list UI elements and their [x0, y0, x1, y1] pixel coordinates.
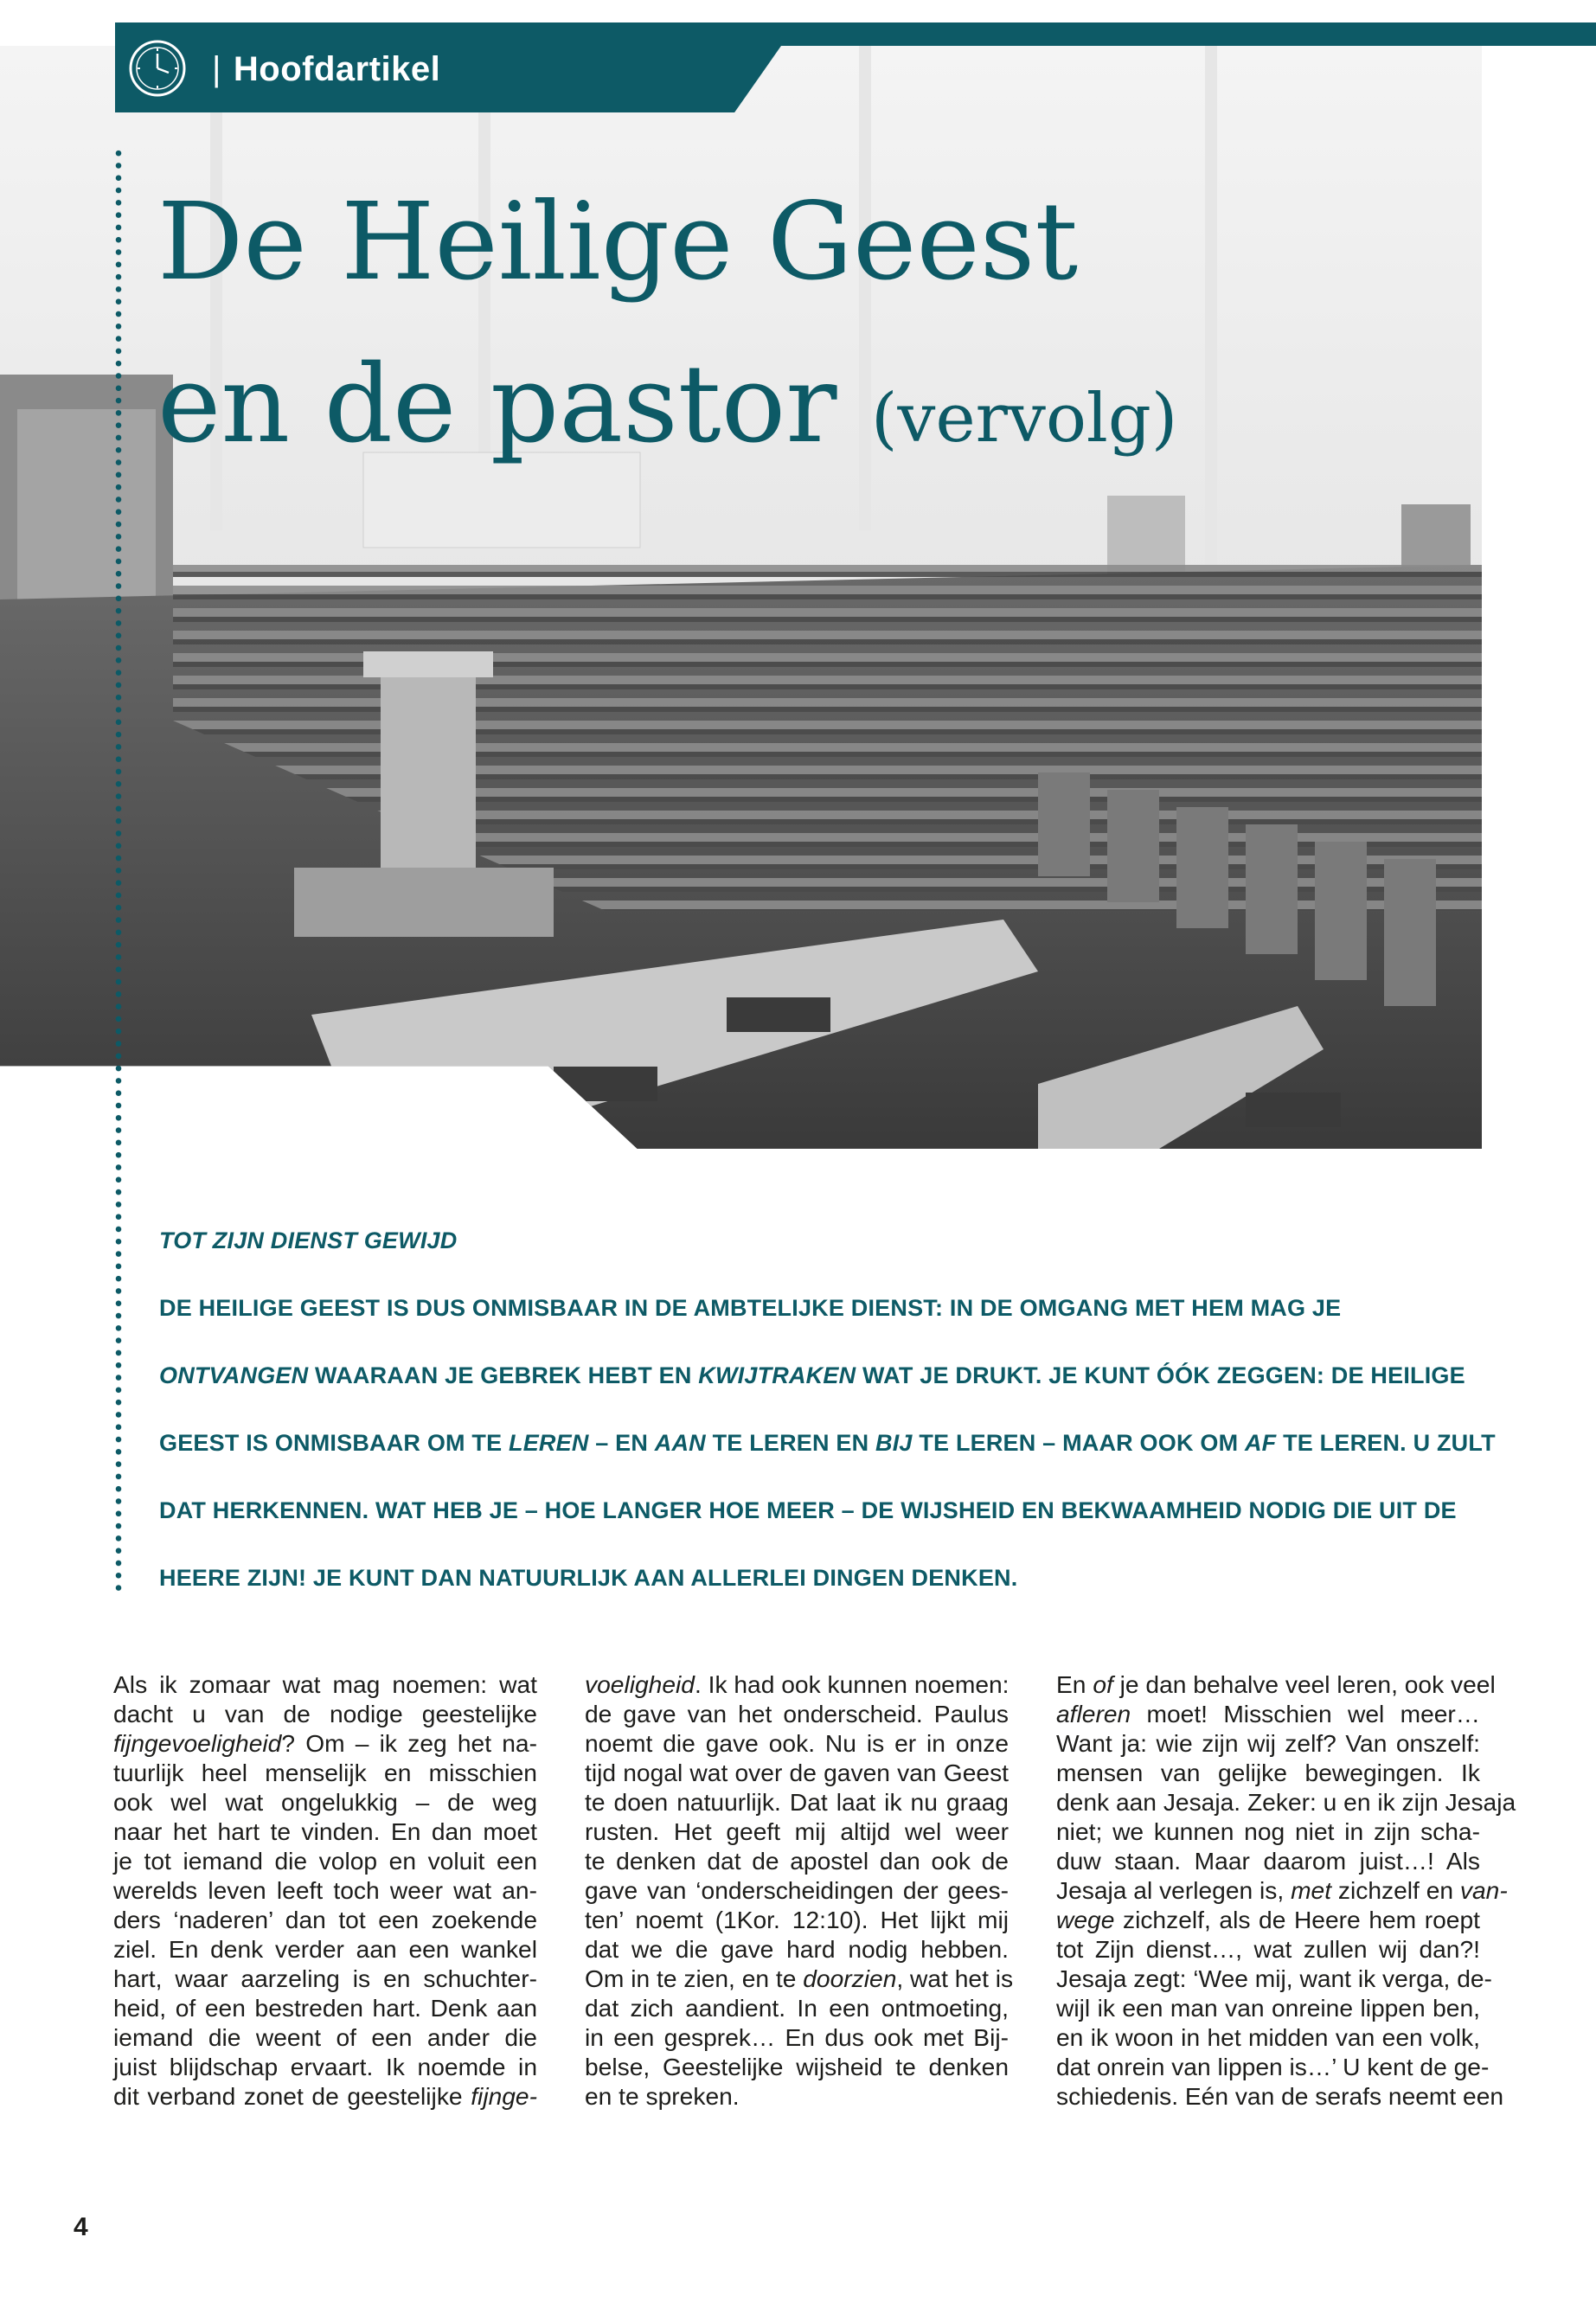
- text-line: gave van ‘onderscheidingen der gees-: [585, 1876, 1009, 1904]
- page-number: 4: [74, 2213, 88, 2241]
- text-line: werelds leven leeft toch weer wat an-: [113, 1876, 537, 1904]
- text-line: je tot iemand die volop en voluit een: [113, 1847, 537, 1875]
- text-line: En of je dan behalve veel leren, ook veel: [1056, 1670, 1496, 1698]
- text-line: in een gesprek… En dus ook met Bij-: [585, 2023, 1009, 2051]
- text-line: te doen natuurlijk. Dat laat ik nu graag: [585, 1788, 1009, 1816]
- text-line: naar het hart te vinden. En dan moet: [113, 1817, 537, 1845]
- intro-line: DAT HERKENNEN. WAT HEB JE – HOE LANGER HOE MEER – DE WIJSHEID EN BEKWAAMHEID NODIG DIE UIT DE: [159, 1497, 1457, 1523]
- text-line: en te spreken.: [585, 2082, 740, 2110]
- title-line-2: en de pastor: [157, 343, 837, 467]
- text-line: mensen van gelijke bewegingen. Ik: [1056, 1759, 1480, 1786]
- text-line: Want ja: wie zijn wij zelf? Van onszelf:: [1056, 1729, 1480, 1757]
- text-line: tot Zijn dienst…, wat zullen wij dan?!: [1056, 1935, 1480, 1963]
- intro-line: ONTVANGEN WAARAAN JE GEBREK HEBT EN KWIJTRAKEN WAT JE DRUKT. JE KUNT ÓÓK ZEGGEN: DE HEILIGE: [159, 1362, 1465, 1388]
- clock-icon: [127, 38, 188, 99]
- article-title: [157, 161, 1177, 500]
- intro-line: GEEST IS ONMISBAAR OM TE LEREN – EN AAN TE LEREN EN BIJ TE LEREN – MAAR OOK OM AF TE LEREN. U ZULT: [159, 1430, 1496, 1456]
- title-suffix: (vervolg): [870, 380, 1178, 458]
- text-line: juist blijdschap ervaart. Ik noemde in: [113, 2053, 537, 2080]
- dotted-rule: [115, 147, 122, 1592]
- text-line: schiedenis. Eén van de serafs neemt een: [1056, 2082, 1504, 2110]
- text-line: te denken dat de apostel dan ook de: [585, 1847, 1009, 1875]
- text-line: afleren moet! Misschien wel meer…: [1056, 1700, 1480, 1727]
- text-line: dat zich aandient. In een ontmoeting,: [585, 1994, 1009, 2022]
- text-line: rusten. Het geeft mij altijd wel weer: [585, 1817, 1009, 1845]
- text-line: ziel. En denk verder aan een wankel: [113, 1935, 537, 1963]
- text-line: iemand die weent of een ander die: [113, 2023, 537, 2051]
- text-line: ten’ noemt (1Kor. 12:10). Het lijkt mij: [585, 1906, 1009, 1933]
- text-line: duw staan. Maar daarom juist…! Als: [1056, 1847, 1480, 1875]
- section-label: | Hoofdartikel: [212, 50, 441, 88]
- title-line-1: De Heilige Geest: [157, 180, 1079, 304]
- text-line: dacht u van de nodige geestelijke: [113, 1700, 537, 1727]
- text-line: dat onrein van lippen is…’ U kent de ge-: [1056, 2053, 1490, 2080]
- text-line: denk aan Jesaja. Zeker: u en ik zijn Jesaja: [1056, 1788, 1516, 1816]
- text-line: voeligheid. Ik had ook kunnen noemen:: [585, 1670, 1010, 1698]
- intro-heading: TOT ZIJN DIENST GEWIJD: [159, 1227, 458, 1253]
- text-line: tijd nogal wat over de gaven van Geest: [585, 1759, 1009, 1786]
- text-line: dat we die gave hard nodig hebben.: [585, 1935, 1009, 1963]
- text-line: heid, of een bestreden hart. Denk aan: [113, 1994, 537, 2022]
- text-line: ders ‘naderen’ dan tot een zoekende: [113, 1906, 537, 1933]
- body-column-2: [585, 1670, 1014, 2111]
- text-line: fijngevoeligheid? Om – ik zeg het na-: [113, 1729, 537, 1757]
- text-line: noemt die gave ook. Nu is er in onze: [585, 1729, 1009, 1757]
- intro-block: [159, 1220, 1496, 1625]
- body-column-3: [1056, 1670, 1516, 2111]
- text-line: tuurlijk heel menselijk en misschien: [113, 1759, 537, 1786]
- text-line: de gave van het onderscheid. Paulus: [585, 1700, 1009, 1727]
- text-line: Als ik zomaar wat mag noemen: wat: [113, 1670, 537, 1698]
- text-line: belse, Geestelijke wijsheid te denken: [585, 2053, 1009, 2080]
- text-line: Jesaja zegt: ‘Wee mij, want ik verga, de-: [1056, 1965, 1492, 1992]
- text-line: ook wel wat ongelukkig – de weg: [113, 1788, 537, 1816]
- text-line: dit verband zonet de geestelijke fijnge-: [113, 2082, 537, 2110]
- text-line: Jesaja al verlegen is, met zichzelf en van-: [1056, 1876, 1508, 1904]
- text-line: Om in te zien, en te doorzien, wat het is: [585, 1965, 1014, 1992]
- text-line: wege zichzelf, als de Heere hem roept: [1056, 1906, 1480, 1933]
- text-line: hart, waar aarzeling is en schuchter-: [113, 1965, 537, 1992]
- intro-line: DE HEILIGE GEEST IS DUS ONMISBAAR IN DE AMBTELIJKE DIENST: IN DE OMGANG MET HEM MAG JE: [159, 1295, 1342, 1321]
- text-line: en ik woon in het midden van een volk,: [1056, 2023, 1480, 2051]
- text-line: niet; we kunnen nog niet in zijn scha-: [1056, 1817, 1480, 1845]
- intro-line: HEERE ZIJN! JE KUNT DAN NATUURLIJK AAN ALLERLEI DINGEN DENKEN.: [159, 1565, 1018, 1591]
- text-line: wijl ik een man van onreine lippen ben,: [1056, 1994, 1480, 2022]
- body-column-1: [113, 1670, 537, 2111]
